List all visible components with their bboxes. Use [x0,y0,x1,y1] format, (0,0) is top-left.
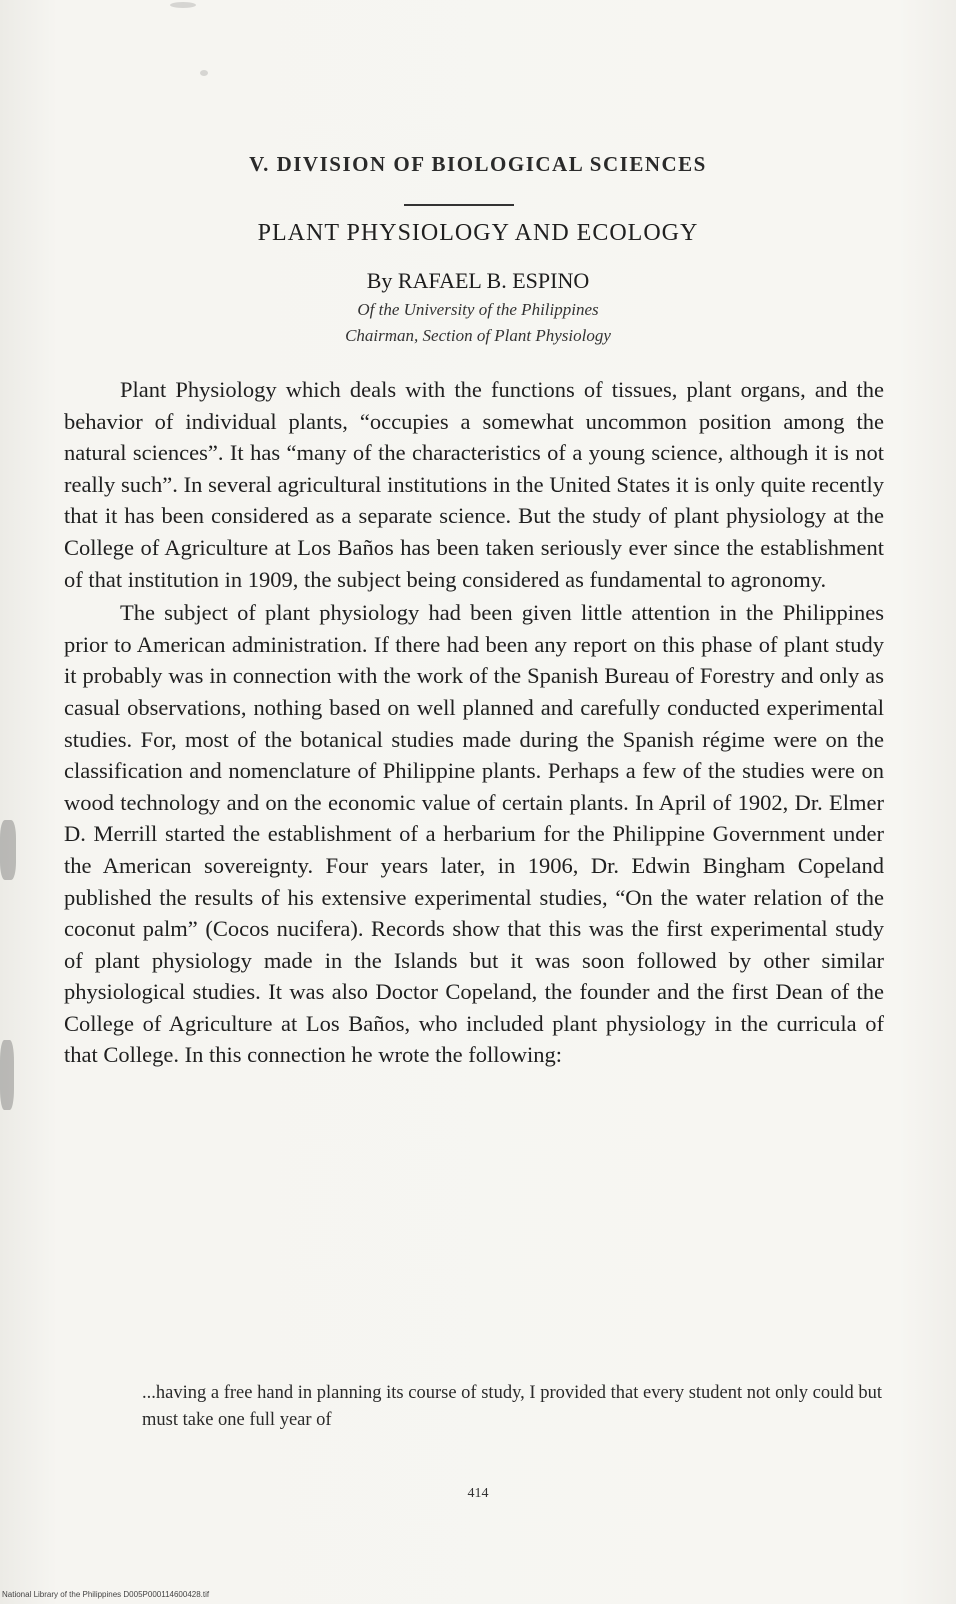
page-number: 414 [467,1486,489,1501]
article-title: PLANT PHYSIOLOGY AND ECOLOGY [257,220,699,246]
scan-smudge [170,2,196,8]
block-quote: ...having a free hand in planning its course of study, I provided that every student not only could but must take one full year of [142,1383,882,1430]
scan-edge-mark [0,820,16,880]
scan-smudge [200,70,208,76]
scan-edge-mark [0,1040,14,1110]
author-role: Chairman, Section of Plant Physiology [345,326,611,345]
author-affiliation: Of the University of the Philippines [357,300,599,319]
scan-footer: National Library of the Philippines D005P000114600428.tif [2,1590,210,1599]
heading-rule [404,204,514,206]
division-heading: V. DIVISION OF BIOLOGICAL SCIENCES [249,152,707,176]
paragraph-2: The subject of plant physiology had been given little attention in the Philippines prior to American administration. If there had been any report on this phase of plant study it probably was in connection with the work of the Spanish Bureau of Forestry and only as casual observations, nothing based on well planned and carefully conducted experimental studies. For, most of the botanical studies made during the Spanish régime were on the classification and nomenclature of Philippine plants. Perhaps a few of the studies were on wood technology and on the economic value of certain plants. In April of 1902, Dr. Elmer D. Merrill started the establishment of a herbarium for the Philippine Government under the American sovereignty. Four years later, in 1906, Dr. Edwin Bingham Copeland published the results of his extensive experimental studies, “On the water relation of the coconut palm” (Cocos nucifera). Records show that this was the first experimental study of plant physiology made in the Islands but it was soon followed by other similar physiological studies. It was also Doctor Copeland, the founder and the first Dean of the College of Agriculture at Los Baños, who included plant physiology in the curricula of that College. In this connection he wrote the following: [64,600,884,1068]
article-body [64,374,884,1071]
author-byline: By RAFAEL B. ESPINO [366,268,590,293]
paragraph-1: Plant Physiology which deals with the functions of tissues, plant organs, and the behavior of individual plants, “occupies a somewhat uncommon position among the natural sciences”. It has “many of the characteristics of a young science, although it is not really such”. In several agricultural institutions in the United States it is only quite recently that it has been considered as a separate science. But the study of plant physiology at the College of Agriculture at Los Baños has been taken seriously ever since the establishment of that institution in 1909, the subject being considered as fundamental to agronomy. [64,377,884,592]
